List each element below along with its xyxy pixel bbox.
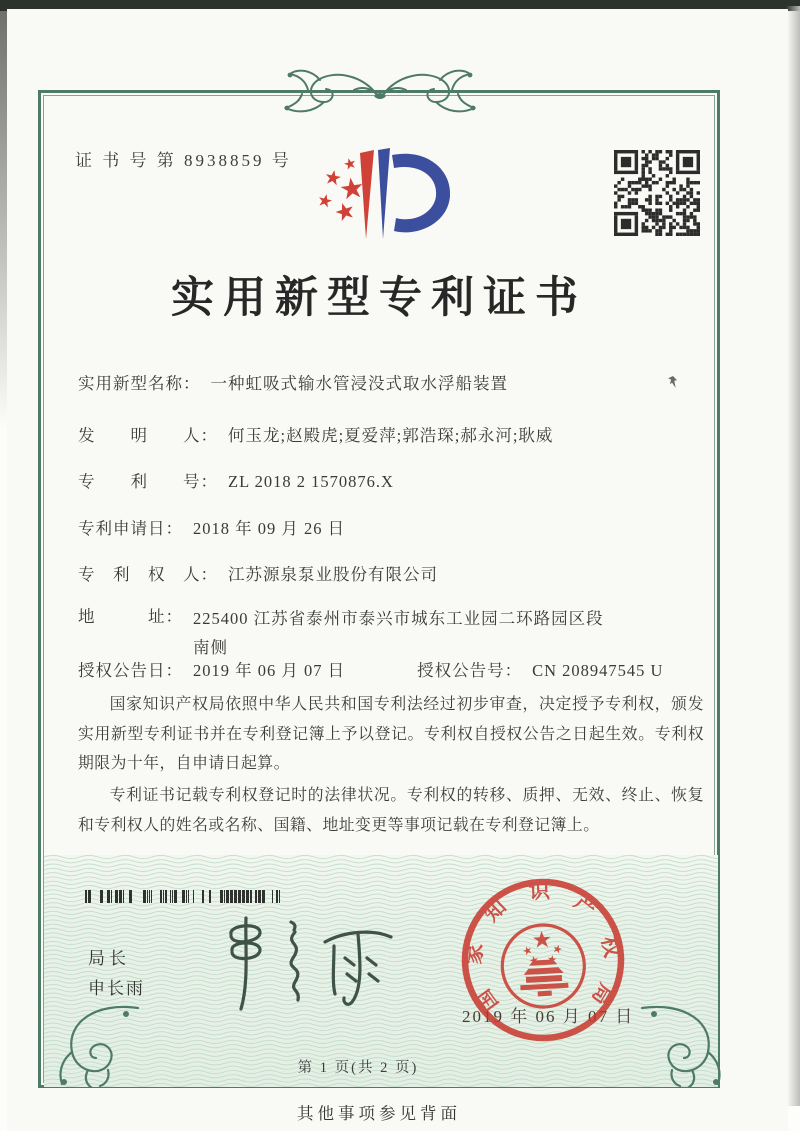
svg-text:识: 识 bbox=[528, 878, 551, 904]
director-signature-icon bbox=[205, 912, 405, 1016]
director-title: 局长 bbox=[88, 949, 130, 968]
field-label: 专 利 权 人： bbox=[78, 565, 218, 584]
field-value: 江苏源泉泵业股份有限公司 bbox=[228, 565, 438, 584]
field-value: 何玉龙;赵殿虎;夏爱萍;郭浩琛;郝永河;耿威 bbox=[228, 426, 554, 445]
svg-text:局: 局 bbox=[587, 979, 619, 1010]
paper-edge-shadow bbox=[786, 6, 800, 1106]
field-value: 225400 江苏省泰州市泰兴市城东工业园二环路园区段南侧 bbox=[193, 609, 604, 657]
svg-text:家: 家 bbox=[461, 942, 488, 966]
field-row-grant bbox=[78, 659, 708, 684]
field-label: 发 明 人： bbox=[78, 426, 218, 445]
svg-text:权: 权 bbox=[596, 934, 625, 960]
svg-text:国: 国 bbox=[471, 985, 504, 1017]
scan-edge-left bbox=[0, 11, 7, 431]
certificate-title: 实用新型专利证书 bbox=[171, 275, 587, 322]
field-label: 专利申请日： bbox=[78, 519, 183, 538]
field-value: 2018 年 09 月 26 日 bbox=[193, 519, 346, 538]
field-label: 实用新型名称： bbox=[78, 374, 201, 393]
svg-text:产: 产 bbox=[569, 889, 602, 922]
field-label: 专 利 号： bbox=[78, 472, 218, 491]
svg-text:知: 知 bbox=[479, 894, 511, 927]
field-label: 授权公告号： bbox=[417, 661, 523, 680]
cnipa-round-seal-icon bbox=[443, 860, 643, 1060]
back-note: 其他事项参见背面 bbox=[297, 1104, 461, 1123]
field-value: 一种虹吸式输水管浸没式取水浮船装置 bbox=[210, 374, 508, 393]
field-row-inventors bbox=[78, 424, 708, 449]
field-row-patent-number bbox=[78, 470, 708, 495]
top-flourish-ornament-icon bbox=[250, 62, 510, 116]
barcode-icon bbox=[85, 890, 283, 903]
legal-text-block bbox=[78, 690, 704, 842]
seal-date: 2019 年 06 月 07 日 bbox=[462, 1007, 635, 1026]
field-row-utility-name bbox=[78, 372, 708, 397]
field-label: 地 址： bbox=[78, 607, 183, 626]
field-row-patentee bbox=[78, 563, 708, 588]
director-name: 申长雨 bbox=[88, 979, 145, 998]
grant-date-value: 2019 年 06 月 07 日 bbox=[193, 661, 346, 680]
legal-paragraph-2: 专利证书记载专利权登记时的法律状况。专利权的转移、质押、无效、终止、恢复和专利权人的姓名或名称、国籍、地址变更等事项记载在专利登记簿上。 bbox=[78, 787, 704, 834]
qr-code-icon bbox=[614, 150, 700, 236]
grant-number-value: CN 208947545 U bbox=[532, 661, 664, 680]
field-label: 授权公告日： bbox=[78, 661, 183, 680]
field-row-filing-date bbox=[78, 517, 708, 542]
page-indicator: 第 1 页(共 2 页) bbox=[297, 1060, 419, 1076]
cnipa-logo-icon bbox=[300, 140, 460, 252]
field-row-address bbox=[78, 605, 708, 663]
legal-paragraph-1: 国家知识产权局依照中华人民共和国专利法经过初步审查，决定授予专利权，颁发实用新型专利证书并在专利登记簿上予以登记。专利权自授权公告之日起生效。专利权期限为十年，自申请日起算。 bbox=[78, 696, 704, 773]
certificate-number: 证 书 号 第 8938859 号 bbox=[75, 151, 292, 170]
field-value: ZL 2018 2 1570876.X bbox=[228, 472, 394, 491]
